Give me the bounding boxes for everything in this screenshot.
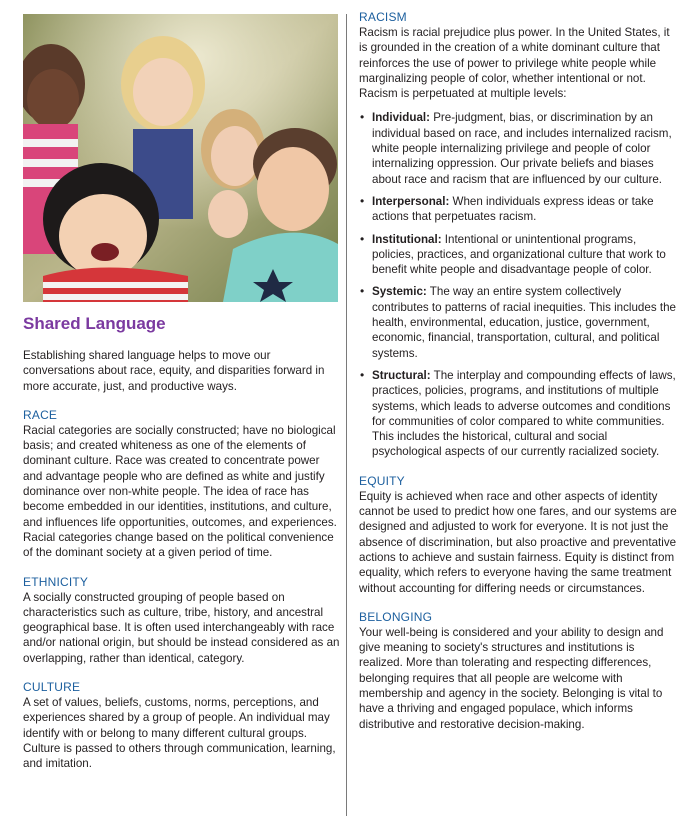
list-item [359, 232, 679, 278]
section-title-equity: EQUITY [359, 473, 405, 488]
section-title-race: RACE [23, 407, 58, 422]
section-text-belonging: Your well-being is considered and your ability to design and give meaning to society's structures and institutions is realized. More than tolerating and respecting differences, belonging requires that all people are welcome with membership and agency in the society. Belonging is vital to have a thriving and engaged populace, which informs distributive and restorative decision-making. [359, 625, 664, 731]
intro-paragraph: Establishing shared language helps to move our conversations about race, equity, and disparities forward in more accurate, just, and productive ways. [23, 349, 325, 393]
list-item-desc: When individuals express ideas or take actions that perpetuates racism. [372, 194, 654, 224]
list-item-term: Individual: [372, 111, 430, 125]
right-column [359, 10, 679, 732]
left-column [23, 14, 340, 772]
list-item-desc: The interplay and compounding effects of laws, practices, policies, programs, and institutions of multiple systems, which leads to adverse outcomes and conditions for communities of color compared to white communities. This includes the historical, cultural and social psychological aspects of our currently racialized society. [372, 368, 676, 459]
section-text-racism: Racism is racial prejudice plus power. In the United States, it is grounded in the creation of a white dominant culture that reinforces the use of power to privilege white people while marginalizing people of color, whether intentional or not. Racism is perpetuated at multiple levels: [359, 26, 670, 101]
list-item-term: Institutional: [372, 232, 442, 246]
section-text-race: Racial categories are socially constructed; have no biological basis; and created whiteness as one of the elements of dominant culture. Race was created to concentrate power and advantage people who are defined as white and justify dominance over non-white people. The idea of race has become embedded in our identities, institutions, and culture, and influences life opportunities, outcomes, and experiences. Racial categories change based on the political convenience of the dominant society at a given period of time. [23, 423, 337, 560]
section-title-belonging: BELONGING [359, 609, 433, 624]
list-item [359, 194, 679, 225]
column-divider [346, 14, 347, 816]
list-item-term: Structural: [372, 368, 431, 382]
section-text-ethnicity: A socially constructed grouping of people based on characteristics such as culture, tribe, history, and ancestral geographical base. It is often used interchangeably with race and/or national origin, but should be instead considered as an overlapping, rather than identical, category. [23, 590, 340, 665]
list-item-desc: The way an entire system collectively contributes to patterns of racial inequities. This includes the health, environmental, education, justice, government, economic, financial, transportation, cultural, and political systems. [372, 285, 676, 360]
section-title-culture: CULTURE [23, 680, 81, 695]
list-item-term: Interpersonal: [372, 194, 450, 208]
list-item-term: Systemic: [372, 285, 427, 299]
list-item-desc: Pre-judgment, bias, or discrimination by an individual based on race, and includes internalized racism, white people internalizing privilege and people of color internalizing oppression. Our private beliefs and biases about race and racism that are influenced by our culture. [372, 111, 672, 186]
list-item [359, 110, 679, 186]
page-title: Shared Language [23, 314, 166, 333]
list-item [359, 368, 679, 460]
racism-levels-list [359, 110, 679, 459]
section-text-culture: A set of values, beliefs, customs, norms, perceptions, and experiences shared by a group of people. An individual may identify with or belong to many different cultural groups. Culture is passed to others through communication, learning, and imitation. [23, 696, 336, 771]
list-item-desc: Intentional or unintentional programs, policies, practices, and organizational culture that work to benefit white people and disadvantage people of color. [372, 232, 666, 277]
section-title-racism: RACISM [359, 10, 407, 24]
section-title-ethnicity: ETHNICITY [23, 574, 89, 589]
children-photo [23, 14, 338, 302]
section-text-equity: Equity is achieved when race and other aspects of identity cannot be used to predict how one fares, and our systems are designed and adjusted to work for everyone. It is not just the absence of discrimination, but also proactive and preventative actions to achieve and sustain fairness. Equity is distinct from equality, which refers to everyone having the same treatment without accounting for differing needs or circumstances. [359, 489, 677, 595]
list-item [359, 284, 679, 360]
